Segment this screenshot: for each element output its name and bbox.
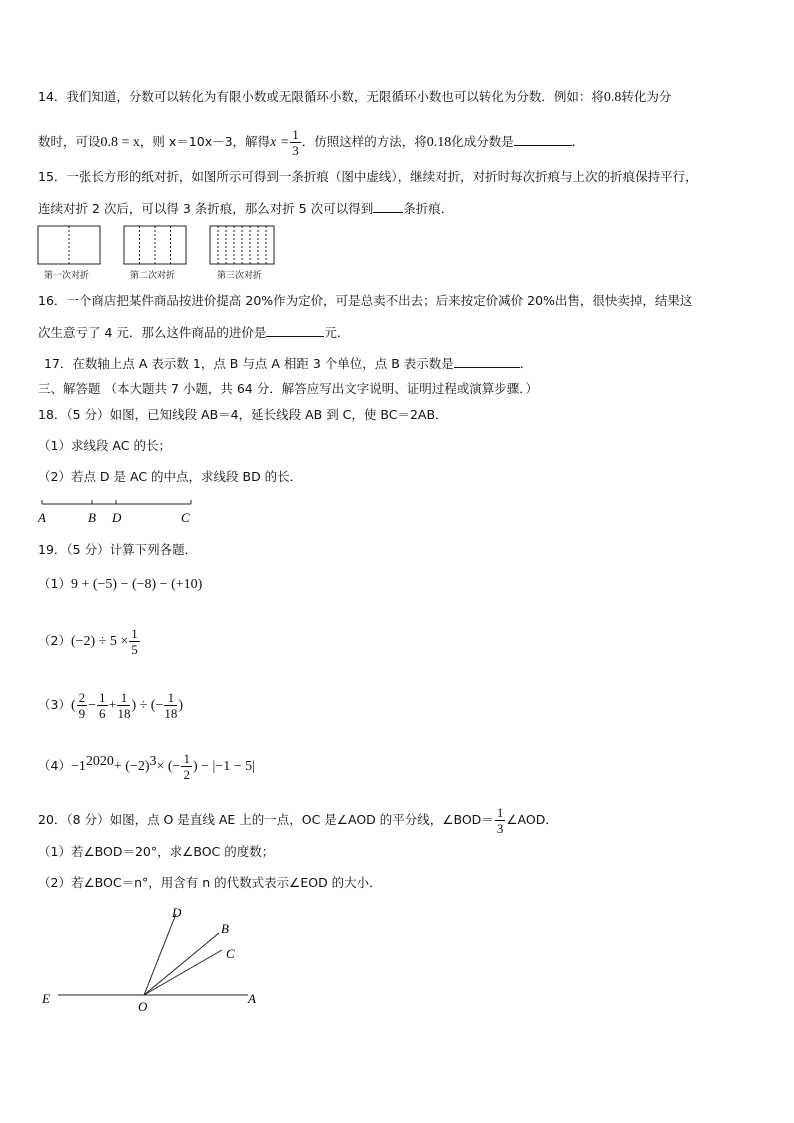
q14-answer-blank[interactable] [514,132,572,146]
q19-p3-frac1 [77,690,88,721]
q14-set-expr: 0.8 = x [100,135,140,150]
q15-text-2b: 条折痕． [403,201,454,216]
q14-text: 14．我们知道，分数可以转化为有限小数或无限循环小数，无限循环小数也可以转化为分数．例如：将 [38,89,604,104]
q14-line2 [38,127,584,158]
q20-stem-b: ∠AOD． [506,812,558,827]
q20-frac-den: 3 [496,821,504,836]
q14-frac-den: 3 [292,143,299,158]
q19-p4-a: −1 [70,759,86,774]
q15-answer-blank[interactable] [373,199,403,213]
q19-p3-div: ) ÷ (− [131,698,164,713]
q19-p3-f4-den: 18 [164,706,178,721]
q18-part1: （1）求线段 AC 的长； [38,438,171,453]
label-a: A [248,991,256,1006]
q19-p3-paren: ( [70,698,76,713]
q20-stem [38,805,558,836]
label-b: B [88,510,96,525]
q14-fraction [290,127,301,158]
label-e: E [42,991,50,1006]
q20-stem-a: 20．（8 分）如图，点 O 是直线 AE 上的一点，OC 是∠AOD 的平分线，∠BOD＝ [38,812,494,827]
q16-text-2a: 次生意亏了 4 元．那么这件商品的进价是 [38,325,267,340]
q19-stem: 19．（5 分）计算下列各题． [38,542,198,557]
q19-p3-frac3 [117,690,130,721]
ray-oc [144,950,222,995]
q19-p4-fraction [181,751,192,782]
q19-p3-f3-num: 1 [117,690,130,706]
q19-p1-label: （1） [38,576,71,591]
q19-p4-exp: 2020 [85,753,114,769]
q19-p4-num: 1 [183,751,190,766]
q14-example-decimal: 0.8 [603,90,622,105]
fold2-caption: 第二次对折 [130,271,176,281]
q19-p3-minus: − [88,698,97,713]
label-c: C [226,946,235,961]
q14-frac-num: 1 [292,127,299,142]
q14-text-end: 转化为分 [621,89,672,104]
q19-p2-den: 5 [131,642,138,657]
section-3-heading: 三、解答题 （本大题共 7 小题，共 64 分．解答应写出文字说明、证明过程或演算步骤．） [38,381,538,396]
q16-answer-blank[interactable] [266,323,324,337]
label-d: D [112,510,122,525]
q17-answer-blank[interactable] [454,354,520,368]
q19-p3-f2-num: 1 [99,690,106,705]
label-a: A [38,510,46,525]
q16-line2 [38,323,349,342]
q19-part4 [38,751,255,782]
q19-p3-f2-den: 6 [99,706,106,721]
q17-text-a: 17．在数轴上点 A 表示数 1，点 B 与点 A 相距 3 个单位，点 B 表示数是 [44,356,454,371]
q19-p3-frac4 [164,690,177,721]
q18-part2: （2）若点 D 是 AC 的中点，求线段 BD 的长． [38,469,303,484]
q14-text-2c: ．仿照这样的方法，将 [301,134,427,149]
q14-text-end2: ． [571,134,585,149]
q15-line2 [38,199,453,218]
q19-p4-d: ) − |−1 − 5| [192,759,255,774]
q19-part2 [38,626,141,657]
q19-p4-label: （4） [38,758,71,773]
label-c: C [181,510,190,525]
q14-text-2d: 化成分数是 [451,134,514,149]
label-o: O [138,999,148,1014]
ray-ob [144,933,219,995]
q18-stem: 18．（5 分）如图，已知线段 AB＝4，延长线段 AB 到 C，使 BC＝2AB． [38,407,448,422]
q19-p3-frac2 [97,690,108,721]
label-d: D [172,905,182,920]
q19-part3 [38,690,183,721]
q20-part2: （2）若∠BOC＝n°，用含有 n 的代数式表示∠EOD 的大小． [38,875,382,890]
q19-p3-f4-num: 1 [164,690,177,706]
label-b: B [221,921,229,936]
q19-p2-num: 1 [131,626,138,641]
q19-p4-c: × (− [156,759,181,774]
q20-part1: （1）若∠BOD＝20°，求∠BOC 的度数； [38,844,275,859]
q19-p3-plus: + [108,698,117,713]
q14-x-eq: x = [270,135,290,150]
fold3-caption: 第三次对折 [217,271,263,281]
q16-text-2b: 元． [324,325,350,340]
q14-text-2a: 数时，可设 [38,134,101,149]
q20-angle-figure [36,902,276,1017]
q19-p3-f3-den: 18 [117,706,131,721]
q19-p4-b: + (−2) [113,759,150,774]
q19-p3-f1-den: 9 [78,706,86,721]
q19-p2-label: （2） [38,633,71,648]
q16-line1: 16．一个商店把某件商品按进价提高 20%作为定价，可是总卖不出去；后来按定价减价 20%出售，很快卖掉，结果这 [38,293,693,308]
q15-line1: 15．一张长方形的纸对折，如图所示可得到一条折痕（图中虚线），继续对折，对折时每次折痕与上次的折痕保持平行， [38,169,698,184]
q19-p1-expr: 9 + (−5) − (−8) − (+10) [70,577,203,592]
q15-text-2a: 连续对折 2 次后，可以得 3 条折痕，那么对折 5 次可以得到 [38,201,374,216]
q17-line [44,354,532,373]
q20-frac-num: 1 [496,805,504,820]
q20-fraction [495,805,506,836]
q19-p2-expr: (−2) ÷ 5 × [70,634,129,649]
fold1-caption: 第一次对折 [44,271,90,281]
q18-segment-figure [36,496,206,528]
ray-od [144,914,176,995]
q17-text-b: ． [519,356,533,371]
q19-p4-den: 2 [183,767,190,782]
q19-part1 [38,575,202,594]
q19-p2-fraction [129,626,140,657]
q14-target-decimal: 0.18 [426,135,452,150]
q19-p3-close: ) [178,698,184,713]
q19-p3-label: （3） [38,697,71,712]
q19-p3-f1-num: 2 [78,690,86,705]
q14-line1 [38,88,671,107]
q14-text-2b: ，则 x＝10x－3，解得 [139,134,271,149]
fold3-creases [218,226,266,264]
q19-p4-exp2: 3 [149,753,157,769]
